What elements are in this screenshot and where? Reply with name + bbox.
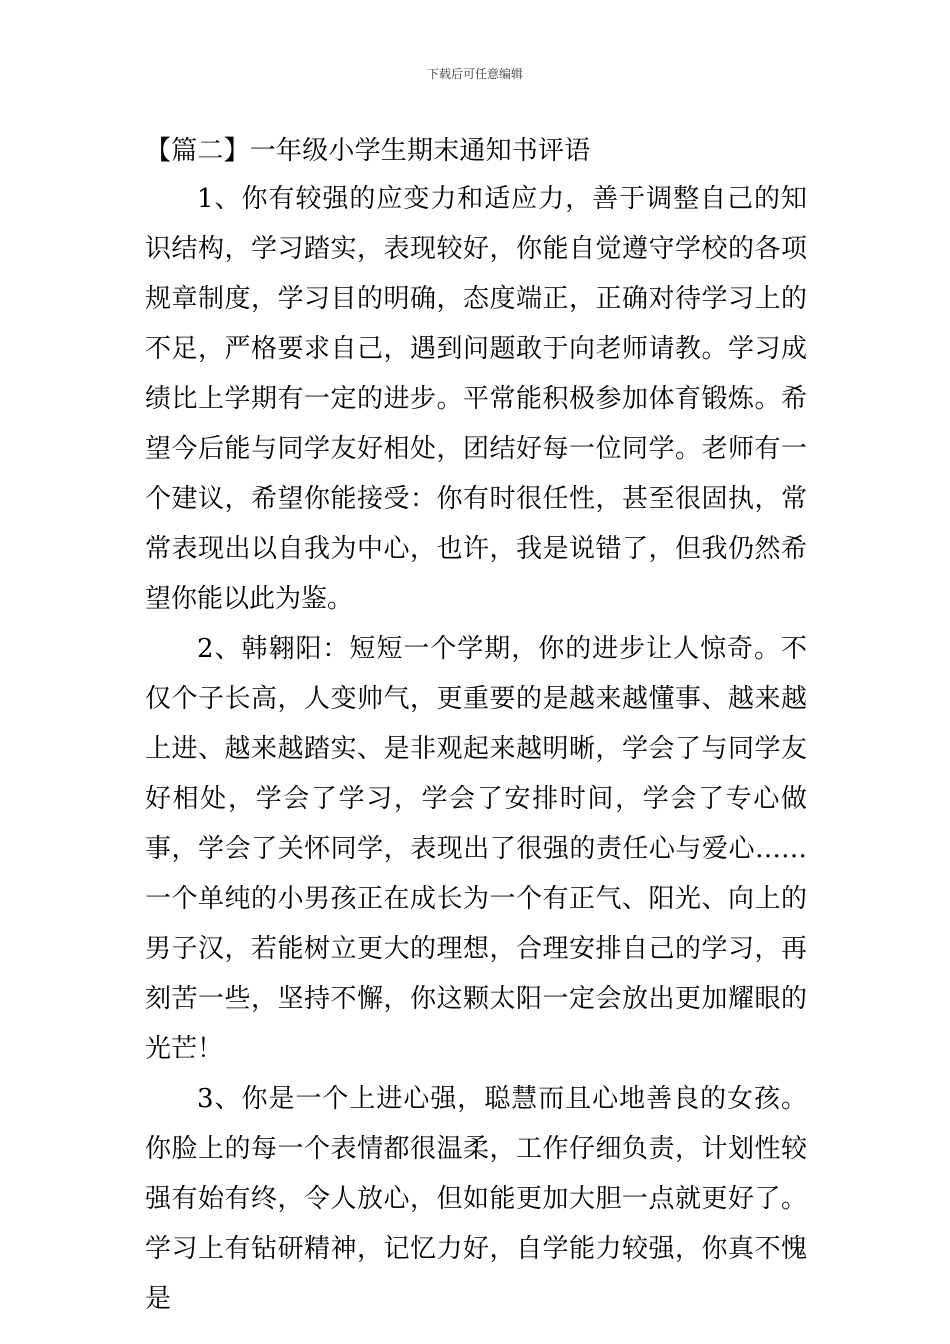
comment-paragraph-1: 1、你有较强的应变力和适应力，善于调整自己的知识结构，学习踏实，表现较好，你能自觉遵守学校的各项规章制度，学习目的明确，态度端正，正确对待学习上的不足，严格要求自己，遇到问题敢于向老师请教。学习成绩比上学期有一定的进步。平常能积极参加体育锻炼。希望今后能与同学友好相处，团结好每一位同学。老师有一个建议，希望你能接受：你有时很任性，甚至很固执，常常表现出以自我为中心，也许，我是说错了，但我仍然希望你能以此为鉴。 [145,184,807,614]
document-body [145,128,807,1324]
header-note: 下载后可任意编辑 [426,67,523,81]
comment-paragraph-3: 3、你是一个上进心强，聪慧而且心地善良的女孩。你脸上的每一个表情都很温柔，工作仔细负责，计划性较强有始有终，令人放心，但如能更加大胆一点就更好了。学习上有钻研精神，记忆力好，自学能力较强，你真不愧是 [145,1084,807,1314]
comment-paragraph-2: 2、韩翱阳：短短一个学期，你的进步让人惊奇。不仅个子长高，人变帅气，更重要的是越来越懂事、越来越上进、越来越踏实、是非观起来越明晰，学会了与同学友好相处，学会了学习，学会了安排时间，学会了专心做事，学会了关怀同学，表现出了很强的责任心与爱心……一个单纯的小男孩正在成长为一个有正气、阳光、向上的男子汉，若能树立更大的理想，合理安排自己的学习，再刻苦一些，坚持不懈，你这颗太阳一定会放出更加耀眼的光芒！ [145,634,807,1064]
section-title: 【篇二】一年级小学生期末通知书评语 [145,136,591,166]
